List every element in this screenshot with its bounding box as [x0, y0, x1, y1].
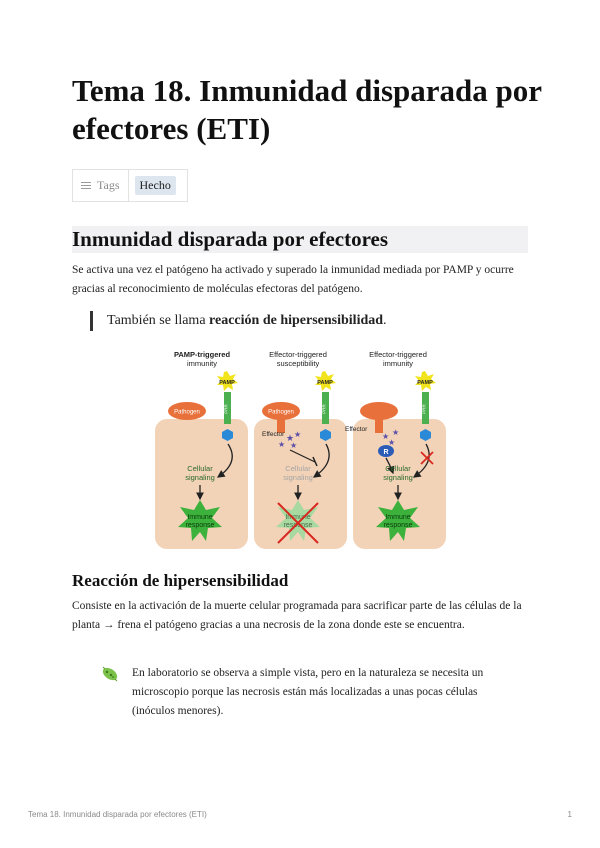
quote-suffix: . [383, 313, 387, 328]
page-title: Tema 18. Inmunidad disparada por efectores (ETI) [72, 73, 542, 146]
prr-label-1: PRR [223, 404, 229, 414]
callout-block [100, 664, 520, 721]
response-line1-3: Immune [385, 514, 411, 521]
quote-bold: reacción de hipersensibilidad [209, 313, 384, 328]
footer-title: Tema 18. Inmunidad disparada por efectores (ETI) [28, 810, 207, 819]
immunity-diagram [150, 347, 450, 552]
tags-label: Tags [97, 178, 120, 192]
prr-label-3: PRR [421, 404, 427, 414]
r-label: R [383, 449, 389, 456]
pamp-label-3: PAMP [417, 380, 433, 386]
pamp-label-1: PAMP [219, 380, 235, 386]
svg-text:★: ★ [290, 441, 298, 450]
effector-stars-3: ★ [382, 432, 390, 441]
effector-label-2: Effector [262, 431, 285, 438]
pathogen-label-1: Pathogen [174, 409, 200, 416]
section-paragraph-eti: Se activa una vez el patógeno ha activado y superado la inmunidad mediada por PAMP y ocurre gracias al reconocimiento de moléculas efectoras del patógeno. [72, 264, 514, 295]
callout-text: En laboratorio se observa a simple vista, pero en la naturaleza se necesita un microscopio porque las necrosis están más localizadas a unas pocas células (inóculos menores). [132, 667, 484, 717]
response-line2-1: response [185, 522, 215, 529]
response-line2-3: response [383, 522, 413, 529]
pathogen-label-2: Pathogen [268, 409, 294, 416]
svg-text:★: ★ [294, 430, 302, 439]
signaling-line1-2: Cellular [285, 464, 311, 473]
list-icon [81, 180, 91, 191]
panel-1-title-line2: immunity [186, 359, 218, 368]
signaling-line2-2: signaling [283, 473, 313, 482]
panel-2-title-line1: Effector-triggered [269, 350, 327, 359]
panel-3-title-line2: immunity [382, 359, 414, 368]
response-line2-2: response [283, 522, 313, 529]
section-paragraph-hr: Consiste en la activación de la muerte celular programada para sacrificar parte de las células de la planta → frena el patógeno gracias a una necrosis de la zona donde este se encuentra. [72, 600, 522, 631]
pathogen-shape-3 [360, 402, 398, 420]
signaling-line2-3: signaling [383, 473, 413, 482]
panel-3-title-line1: Effector-triggered [369, 350, 427, 359]
footer-page-number: 1 [567, 810, 572, 819]
microbe-icon [100, 664, 120, 684]
section-heading-eti: Inmunidad disparada por efectores [72, 226, 528, 253]
response-line1-2: Immune [285, 514, 311, 521]
quote-prefix: También se llama [107, 313, 210, 328]
tag-chip[interactable]: Hecho [135, 176, 176, 195]
section-heading-hr: Reacción de hipersensibilidad [72, 571, 289, 590]
effector-stars-2: ★ [286, 433, 295, 443]
svg-text:★: ★ [388, 438, 396, 447]
tags-label-cell [73, 170, 129, 201]
svg-text:★: ★ [392, 428, 400, 437]
signaling-line2-1: signaling [185, 473, 215, 482]
effector-label-3: Effector [345, 426, 368, 433]
panel-1-title-line1: PAMP-triggered [173, 350, 231, 359]
panel-2-title-line2: susceptibility [276, 359, 320, 368]
signaling-line1-1: Cellular [187, 464, 213, 473]
tags-property [72, 169, 188, 202]
response-line1-1: Immune [187, 514, 213, 521]
svg-text:★: ★ [278, 440, 286, 449]
prr-label-2: PRR [321, 404, 327, 414]
pamp-label-2: PAMP [317, 380, 333, 386]
quote-block [90, 311, 387, 331]
signaling-line1-3: Cellular [385, 464, 411, 473]
